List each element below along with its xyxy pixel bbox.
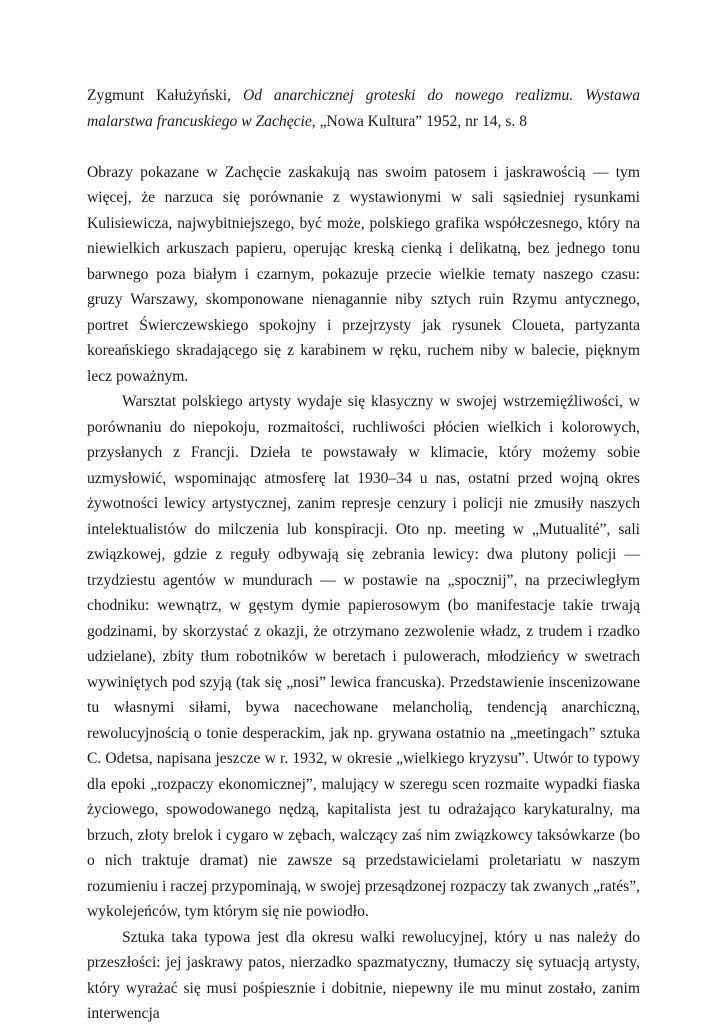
citation-author: Zygmunt Kałużyński, xyxy=(87,87,243,104)
citation-source: , „Nowa Kultura” 1952, nr 14, s. 8 xyxy=(311,112,528,130)
citation-title: Od anarchicznej groteski do nowego realizmu. Wystawa malarstwa francuskiego w Zachęcie xyxy=(87,87,640,130)
paragraph-2: Warsztat polskiego artysty wydaje się klasyczny w swojej wstrzemięźliwości, w porównaniu do niepokoju, rozmaitości, ruchliwości płócien wielkich i kolorowych, przysłanych z Francji. Dzieła te powstawały w klimacie, który możemy sobie uzmysłowić, wspominając atmosferę lat 1930–34 u nas, ostatni przed wojną okres żywotności lewicy artystycznej, zanim represje cenzury i policji nie zmusiły naszych intelektualistów do milczenia lub konspiracji. Oto np. meeting w „Mutualité”, sali związkowej, gdzie z reguły odbywają się zebrania lewicy: dwa plutony policji — trzydziestu agentów w mundurach — w postawie na „spocznij”, na przeciwległym chodniku: wewnątrz, w gęstym dymie papierosowym (bo manifestacje takie trwają godzinami, by skorzystać z okazji, że otrzymano zezwolenie władz, z trudem i rzadko udzielane), zbity tłum robotników w beretach i pulowerach, młodzieńcy w swetrach wywiniętych pod szyją (tak się „nosi” lewica francuska). Przedstawienie inscenizowane tu własnymi siłami, bywa nacechowane melancholią, tendencją anarchiczną, rewolucyjnością o tonie desperackim, jak np. grywana ostatnio na „meetingach” sztuka C. Odetsa, napisana jeszcze w r. 1932, w okresie „wielkiego kryzysu”. Utwór to typowy dla epoki „rozpaczy ekonomicznej”, malujący w szeregu scen rozmaite wypadki fiaska życiowego, spowodowanego nędzą, kapitalista jest tu odrażająco karykaturalny, ma brzuch, złoty brelok i cygaro w zębach, walczący zaś nim związkowcy taksówkarze (bo o nich traktuje dramat) nie zawsze są przedstawicielami proletariatu w naszym rozumieniu i raczej przypominają, w swojej przesądzonej rozpaczy tak zwanych „ratés”, wykolejeńców, tym którym się nie powiodło. xyxy=(87,393,640,920)
document-page xyxy=(87,83,640,1027)
paragraph-3: Sztuka taka typowa jest dla okresu walki rewolucyjnej, który u nas należy do przeszłości: jej jaskrawy patos, nierzadko spazmatyczny, tłumaczy się sytuacją artysty, który wyrażać się musi pośpiesznie i dobitnie, niepewny ile mu minut zostało, zanim interwencja xyxy=(87,928,640,1022)
citation xyxy=(87,83,640,134)
paragraph-1: Obrazy pokazane w Zachęcie zaskakują nas swoim patosem i jaskrawością — tym więcej, że narzuca się porównanie z wystawionymi w sali sąsiedniej rysunkami Kulisiewicza, najwybitniejszego, być może, polskiego grafika współczesnego, który na niewielkich arkuszach papieru, operując kreską cienką i delikatną, bez jednego tonu barwnego poza białym i czarnym, pokazuje przecie wielkie tematy naszego czasu: gruzy Warszawy, skomponowane nienagannie niby sztych ruin Rzymu antycznego, portret Świerczewskiego spokojny i przejrzysty jak rysunek Cloueta, partyzanta koreańskiego skradającego się z karabinem w ręku, ruchem niby w balecie, pięknym lecz poważnym. xyxy=(87,163,640,385)
